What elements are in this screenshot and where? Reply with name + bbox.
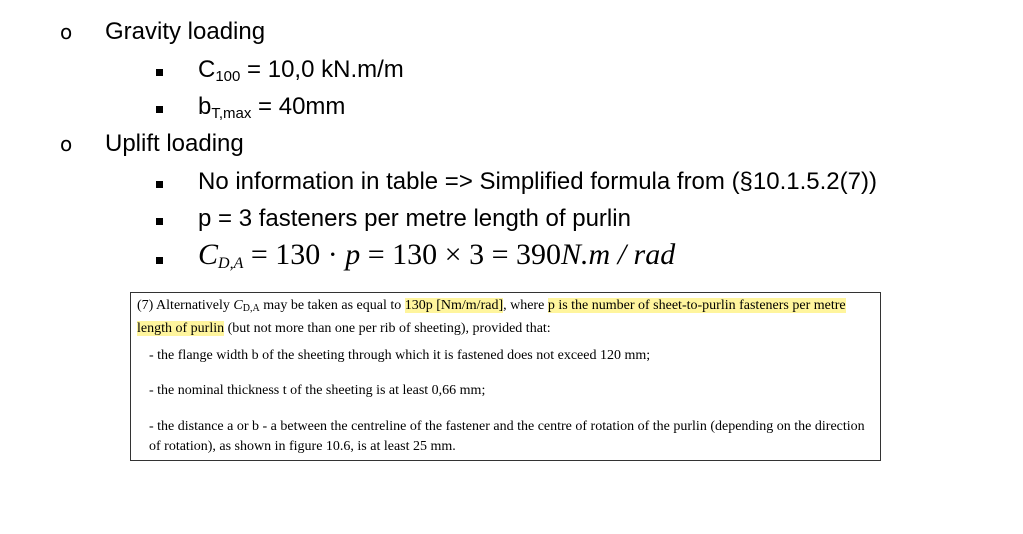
excerpt-thickness-condition: - the nominal thickness t of the sheeting is at least 0,66 mm; bbox=[149, 383, 486, 398]
btmax-text: $b_{T,max} = 40mm$ bbox=[198, 93, 346, 122]
excerpt-distance-condition: - the distance a or b - a between the centreline of the fastener and the centre of rotation of the purlin (depending on the direction of rotation), as shown in figure 10.6, is at least 25 mm. bbox=[149, 419, 865, 454]
highlight-130p: 130p [Nm/m/rad] bbox=[404, 298, 504, 313]
square-bullet-icon bbox=[156, 218, 163, 225]
square-bullet-icon bbox=[156, 106, 163, 113]
fasteners-text: p = 3 fasteners per metre length of purlin bbox=[198, 205, 631, 232]
no-info-text: No information in table => Simplified formula from (§10.1.5.2(7)) bbox=[198, 168, 877, 195]
c100-text: $C_{100} = 10,0$ kN.m/m bbox=[198, 56, 404, 85]
gravity-loading-title: Gravity loading bbox=[105, 18, 266, 45]
cda-formula: $C_{D,A} = 130 \cdot p = 130 \times 3 = 390N.m$ / rad bbox=[198, 238, 676, 272]
excerpt-flange-condition: - the flange width b of the sheeting through which it is fastened does not exceed 120 mm; bbox=[149, 348, 651, 363]
highlight-p-definition: p is the number of sheet-to-purlin fasteners per metre length of purlin bbox=[137, 298, 846, 336]
code-excerpt-box bbox=[130, 292, 881, 461]
circle-bullet-icon: o bbox=[60, 20, 73, 44]
excerpt-paragraph-7: (7) Alternatively $C_{D,A}$ may be taken as equal to 130p [Nm/m/rad], where p is the number of sheet-to-purlin fasteners per metre length of purlin (but not more than one per rib of sheeting), provided that: bbox=[137, 298, 846, 336]
square-bullet-icon bbox=[156, 257, 163, 264]
circle-bullet-icon: o bbox=[60, 132, 73, 156]
square-bullet-icon bbox=[156, 69, 163, 76]
uplift-loading-title: Uplift loading bbox=[105, 130, 244, 157]
square-bullet-icon bbox=[156, 181, 163, 188]
